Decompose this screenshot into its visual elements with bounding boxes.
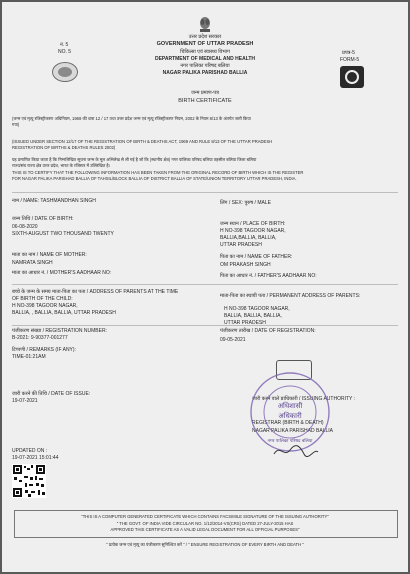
title-hi: जन्म प्रमाण-पत्र <box>191 90 219 96</box>
divider <box>12 192 398 193</box>
issue-value: 19-07-2021 <box>12 398 38 404</box>
birth-certificate <box>2 2 408 572</box>
intro-hi-3: यह प्रमाणित किया जाता है कि निम्नलिखित सूचना जन्म के मूल अभिलेख से ली गई है जो कि (स्थानीय क्षेत्र) नगर पालिका परिषद बलिया तहसील बलिया जिला बलिया <box>12 157 257 162</box>
perm-line1: H NO-398 TAGOOR NAGAR, <box>224 306 290 312</box>
addr-birth-line1: H NO-398 TAGOOR NAGAR, <box>12 303 78 309</box>
note-line3: APPROVED THIS CERTIFICATE AS A VALID LEGAL DOCUMENT FOR ALL OFFICIAL PURPOSES" <box>110 527 300 532</box>
regdate-value: 09-05-2021 <box>220 337 246 343</box>
municipal-logo-icon <box>52 62 78 82</box>
divider <box>12 325 398 326</box>
addr-birth-label-2: OF BIRTH OF THE CHILD: <box>12 296 73 302</box>
intro-en-4: FOR NAGAR PALIKA PARISHAD BALLIA OF TAHSIL/BLOCK BALLIA OF DISTRICT BALLIA OF STATE/UNION TERRITORY UTTAR PRADESH, INDIA. <box>12 176 297 181</box>
divider <box>12 284 398 285</box>
regdate-label: पंजीकरण तारीख / DATE OF REGISTRATION: <box>220 328 316 334</box>
intro-en-3: THIS IS TO CERTIFY THAT THE FOLLOWING INFORMATION HAS BEEN TAKEN FROM THE ORIGINAL RECORD OF BIRTH WHICH IS THE REGISTER <box>12 170 304 175</box>
seal-text-mid: अधिकारी <box>278 412 302 420</box>
intro-hi-1: (जन्म एवं मृत्यु रजिस्ट्रीकरण अधिनियम, 1969 की धारा 12 / 17 तथा उत्तर प्रदेश जन्म एवं मृत्यु रजिस्ट्रीकरण नियम, 2002 के नियम 8/13 के अंतर्गत जारी किया <box>12 116 251 121</box>
regno-label: पंजीकरण संख्या / REGISTRATION NUMBER: <box>12 328 107 334</box>
father-value: OM PRAKASH SINGH <box>220 262 271 268</box>
crs-logo-icon <box>340 66 364 88</box>
header-office-en: NAGAR PALIKA PARISHAD BALLIA <box>162 70 248 76</box>
pob-line2: BALLIA,BALLIA, BALLIA, <box>220 235 277 241</box>
note-line1: "THIS IS A COMPUTER GENERATED CERTIFICATE WHICH CONTAINS FACSIMILE SIGNATURE OF THE ISSUING AUTHORITY" <box>81 514 329 519</box>
authority-line2: NAGAR PALIKA PARISHAD BALLIA <box>252 428 333 434</box>
updated-value: 19-07-2021 15:01:44 <box>12 455 59 461</box>
dob-words: SIXTH-AUGUST TWO THOUSAND TWENTY <box>12 231 114 237</box>
title-en: BIRTH CERTIFICATE <box>178 98 232 104</box>
intro-en-2: REGISTRATION OF BIRTHS & DEATHS RULES 2002) <box>12 145 116 150</box>
perm-line2: BALLIA, BALLIA, BALLIA, <box>224 313 282 319</box>
mother-value: NAMRATA SINGH <box>12 260 53 266</box>
form-no-hi: प्रपत्र-5 <box>342 50 355 56</box>
intro-en-1: (ISSUED UNDER SECTION 12/17 OF THE REGISTRATION OF BIRTH & DEATHS ACT, 1969 AND RULE 8/13 OF THE UTTAR PRADESH <box>12 139 273 144</box>
pob-label: जन्म स्थान / PLACE OF BIRTH: <box>220 221 286 227</box>
remarks-value: TIME-01:21AM <box>12 354 46 360</box>
footer-note: " प्रत्येक जन्म एवं मृत्यु का पंजीकरण सुनिश्चित करें " / " ENSURE REGISTRATION OF EVERY BIRTH AND DEATH " <box>106 542 304 547</box>
issue-label: जारी करने की तिथि / DATE OF ISSUE: <box>12 391 91 397</box>
intro-hi-2: गया) <box>12 122 20 127</box>
handwritten-signature <box>270 442 320 460</box>
perm-line3: UTTAR PRADESH <box>224 320 266 326</box>
authority-line1: REGISTRAR (BIRTH & DEATH) <box>252 420 324 426</box>
father-label: पिता का नाम / NAME OF FATHER: <box>220 254 293 260</box>
addr-birth-label-1: बच्चे के जन्म के समय माता-पिता का पता / ADDRESS OF PARENTS AT THE TIME <box>12 289 179 295</box>
header-state-hi: उत्तर प्रदेश सरकार <box>188 34 222 40</box>
perm-label: माता-पिता का स्थायी पता / PERMANENT ADDRESS OF PARENTS: <box>220 293 361 299</box>
mother-aadhaar: माता का आधार नं. / MOTHER'S AADHAAR NO: <box>12 270 112 276</box>
pob-line1: H NO-398 TAGOOR NAGAR, <box>220 228 286 234</box>
mother-label: माता का नाम / NAME OF MOTHER: <box>12 252 87 258</box>
father-aadhaar: पिता का आधार नं. / FATHER'S AADHAAR NO: <box>220 273 317 279</box>
note-line2: " THE GOVT. OF INDIA VIDE CIRCULAR NO. 1/12/2014-VS(CRS) DATED 27-JULY-2015 HAS <box>116 521 294 526</box>
header-office-hi: नगर पालिका परिषद बलिया <box>180 63 230 69</box>
seal-text-top: अधिशासी <box>277 402 303 410</box>
cert-no-hi: नं. 5 <box>60 42 69 48</box>
qr-code-icon <box>12 464 46 498</box>
pob-line3: UTTAR PRADESH <box>220 242 262 248</box>
field-name: नाम / NAME: TASHMANDHAN SINGH <box>12 198 96 204</box>
field-sex: लिंग / SEX: पुरुष / MALE <box>220 200 271 206</box>
header-dept-hi: चिकित्सा एवं स्वास्थ्य विभाग <box>180 49 230 55</box>
authority-label: जारी करने वाले प्राधिकारी / ISSUING AUTHORITY : <box>252 396 356 402</box>
dob-value: 06-08-2020 <box>12 224 38 230</box>
seal-text-bottom: नगर पालिका परिषद बलिया <box>267 439 313 444</box>
updated-label: UPDATED ON : <box>12 448 48 454</box>
national-emblem-icon <box>198 16 212 33</box>
intro-hi-4: राज्य/संघ राज्य क्षेत्र उत्तर प्रदेश, भारत के रजिस्टर में उल्लिखित है। <box>12 163 111 168</box>
form-no-en: FORM-5 <box>340 57 360 63</box>
remarks-label: टिप्पणी / REMARKS (IF ANY): <box>12 347 76 353</box>
dob-label: जन्म तिथि / DATE OF BIRTH: <box>12 216 74 222</box>
addr-birth-line2: BALLIA, , BALLIA, BALLIA, UTTAR PRADESH <box>12 310 116 316</box>
header-dept-en: DEPARTMENT OF MEDICAL AND HEALTH <box>154 56 256 62</box>
regno-value: B-2021: 9-90377-001277 <box>12 335 68 341</box>
cert-no-en: NO. 5 <box>58 49 72 55</box>
header-state-en: GOVERNMENT OF UTTAR PRADESH <box>156 41 254 47</box>
